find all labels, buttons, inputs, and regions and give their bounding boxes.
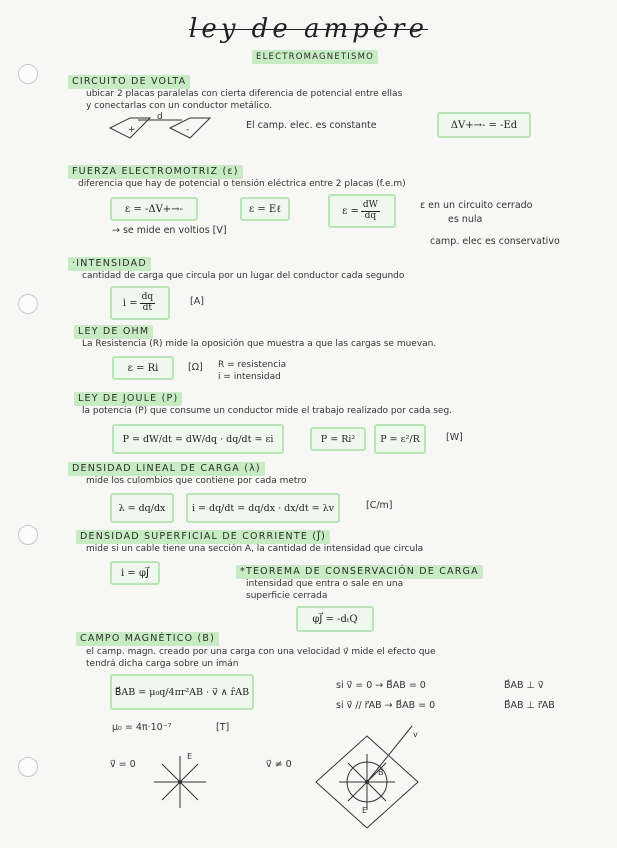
page-subtitle: ELECTROMAGNETISMO <box>252 50 378 64</box>
formula-intensidad <box>110 286 170 320</box>
ohm-r-def: R = resistencia <box>218 360 287 370</box>
intensidad-unit: [A] <box>190 296 204 307</box>
heading-fem: FUERZA ELECTROMOTRIZ (ε) <box>68 165 243 179</box>
ohm-desc: La Resistencia (R) mide la oposición que muestra a que las cargas se muevan. <box>82 339 437 349</box>
fem-f3-num: dW <box>362 200 378 211</box>
campo-mu-unit: [T] <box>216 722 230 733</box>
fem-f3-left: ε = <box>342 205 359 217</box>
campo-v0: v⃗ = 0 <box>110 759 136 770</box>
heading-campo: CAMPO MAGNÉTICO (B) <box>76 632 219 646</box>
heading-densidad-superficial: DENSIDAD SUPERFICIAL DE CORRIENTE (J⃗) <box>76 530 330 544</box>
heading-joule: LEY DE JOULE (P) <box>74 392 182 406</box>
label-v: v <box>413 730 418 739</box>
circuito-desc-2: y conectarlas con un conductor metálico. <box>86 101 273 111</box>
heading-circuito: CIRCUITO DE VOLTA <box>68 75 190 89</box>
formula-circuito: ΔV+→- = -Ed <box>437 112 531 138</box>
formula-fem-2: ε = Eℓ <box>240 197 290 221</box>
teorema-desc-2: superficie cerrada <box>246 591 328 601</box>
heading-densidad-lineal: DENSIDAD LINEAL DE CARGA (λ) <box>68 462 265 476</box>
densidad-superficial-desc: mide si un cable tiene una sección A, la cantidad de intensidad que circula <box>86 544 424 554</box>
campo-desc-1: el camp. magn. creado por una carga con una velocidad v⃗ mide el efecto que <box>86 647 436 657</box>
fem-note-3: camp. elec es conservativo <box>430 236 560 247</box>
label-e-left: E <box>187 752 193 761</box>
teorema-desc-1: intensidad que entra o sale en una <box>246 579 404 589</box>
fem-note-2: es nula <box>448 214 483 225</box>
formula-ohm: ε = Ri <box>112 356 174 380</box>
joule-desc: la potencia (P) que consume un conductor mide el trabajo realizado por cada seg. <box>82 406 453 416</box>
intensidad-num: dq <box>141 292 154 303</box>
formula-lambda: λ = dq/dx <box>110 493 174 523</box>
formula-joule-1: P = dW/dt = dW/dq · dq/dt = εi <box>112 424 284 454</box>
svg-text:-: - <box>186 125 190 135</box>
circuito-desc-1: ubicar 2 placas paralelas con cierta diferencia de potencial entre ellas <box>86 89 403 99</box>
page-title: ley de ampère <box>189 14 428 44</box>
formula-campo: B⃗AB = μ₀q/4πr²AB · v⃗ ∧ r̂AB <box>110 674 254 710</box>
joule-unit: [W] <box>446 432 463 443</box>
formula-teorema: φJ⃗ = -dₜQ <box>296 606 374 632</box>
formula-densidad-superficial: i = φJ⃗ <box>110 561 160 585</box>
heading-ohm: LEY DE OHM <box>74 325 153 339</box>
fem-f3-den: dq <box>364 210 377 221</box>
binder-hole <box>18 64 38 84</box>
formula-joule-2: P = Ri² <box>310 427 366 451</box>
campo-perp-1: B⃗AB ⊥ v⃗ <box>504 680 544 691</box>
radial-field-diagram <box>150 752 210 812</box>
magnetic-field-diagram <box>312 732 422 832</box>
heading-intensidad: ·INTENSIDAD <box>68 257 151 271</box>
campo-vneq: v⃗ ≠ 0 <box>266 759 292 770</box>
intensidad-f-left: i = <box>122 297 138 309</box>
densidad-lineal-desc: mide los culombios que contiene por cada metro <box>86 476 307 486</box>
ohm-unit: [Ω] <box>188 362 203 373</box>
intensidad-fraction <box>140 293 156 313</box>
circuito-note: El camp. elec. es constante <box>246 120 377 131</box>
binder-hole <box>18 757 38 777</box>
fem-desc: diferencia que hay de potencial o tensión eléctrica entre 2 placas (f.e.m) <box>78 179 406 189</box>
binder-hole <box>18 525 38 545</box>
label-b: B <box>378 768 384 777</box>
campo-cond-1: si v⃗ = 0 → B⃗AB = 0 <box>336 680 426 691</box>
label-distance: d <box>157 112 163 122</box>
formula-fem-1: ε = -ΔV+→- <box>110 197 198 221</box>
formula-joule-3: P = ε²/R <box>374 424 426 454</box>
intensidad-den: dt <box>142 302 153 313</box>
campo-mu: μ₀ = 4π·10⁻⁷ <box>112 722 172 733</box>
formula-fem-3 <box>328 194 396 228</box>
fem-note-1: ε en un circuito cerrado <box>420 200 533 211</box>
fem-f3-fraction <box>361 201 380 221</box>
densidad-lineal-unit: [C/m] <box>366 500 393 511</box>
campo-perp-2: B⃗AB ⊥ r⃗AB <box>504 700 555 711</box>
campo-cond-2: si v⃗ // r⃗AB → B⃗AB = 0 <box>336 700 436 711</box>
svg-text:+: + <box>128 125 136 135</box>
label-e-right: E <box>362 806 368 815</box>
formula-intensidad-lambda: i = dq/dt = dq/dx · dx/dt = λv <box>186 493 340 523</box>
fem-unit-note: → se mide en voltios [V] <box>112 225 227 236</box>
campo-desc-2: tendrá dicha carga sobre un imán <box>86 659 239 669</box>
intensidad-desc: cantidad de carga que circula por un lugar del conductor cada segundo <box>82 271 405 281</box>
binder-hole <box>18 294 38 314</box>
heading-teorema: *TEOREMA DE CONSERVACIÓN DE CARGA <box>236 565 483 579</box>
ohm-i-def: i = intensidad <box>218 372 281 382</box>
